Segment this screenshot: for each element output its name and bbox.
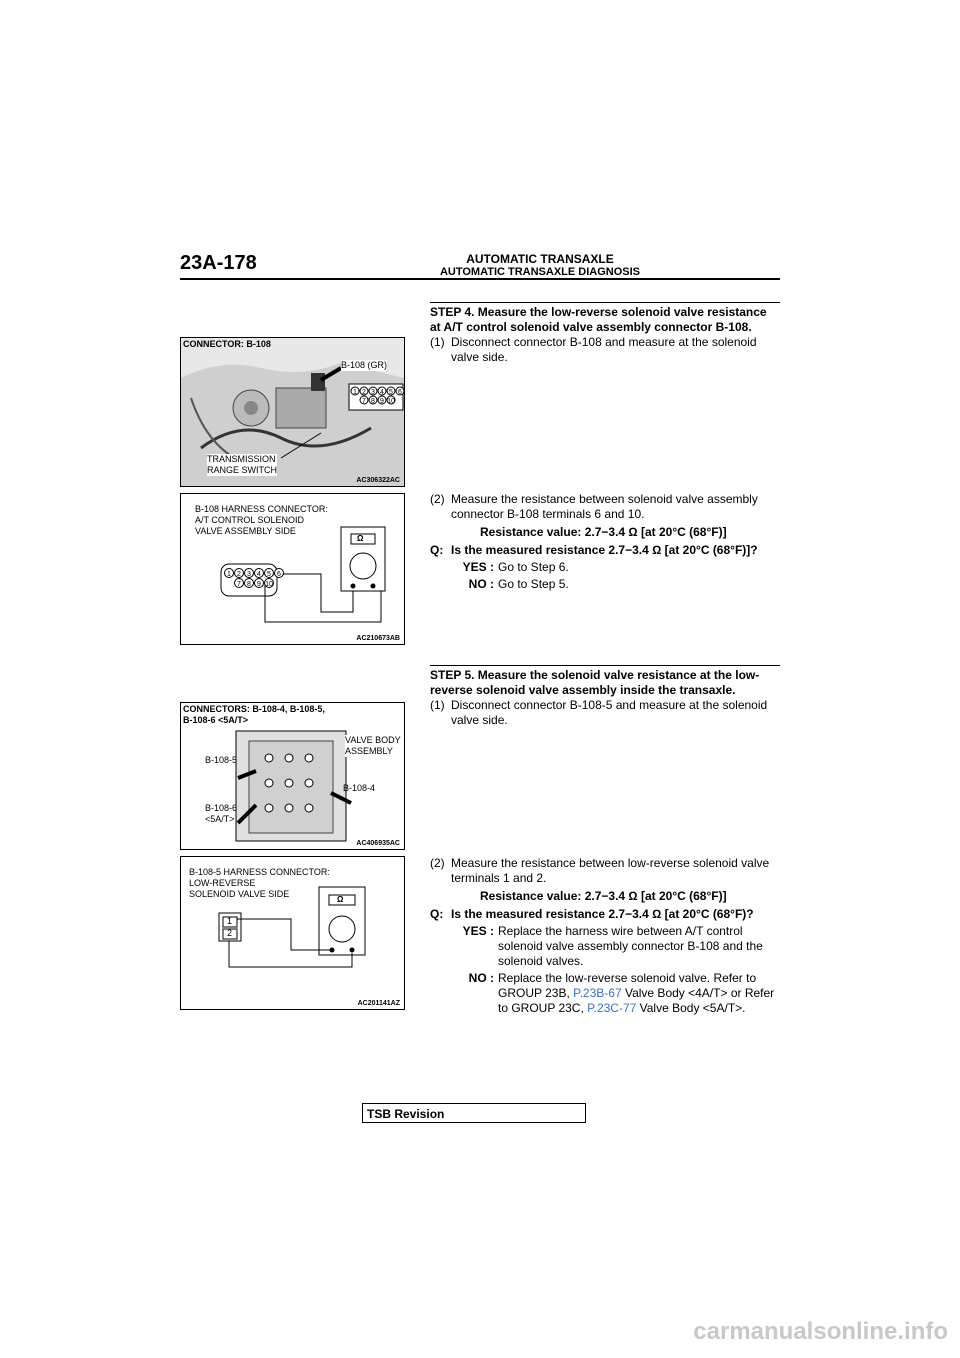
step4-item2 [430,492,780,522]
step5-q-label: Q: [430,907,444,921]
step4-block [430,305,780,365]
figure-connectors-label: CONNECTORS: B-108-4, B-108-5, B-108-6 <5A/T> [183,704,325,725]
step5-spec: Resistance value: 2.7−3.4 Ω [at 20°C (68°F)] [480,889,727,903]
link-p23b-67[interactable]: P.23B-67 [573,986,622,1000]
no-text-post: Valve Body <5A/T>. [636,1001,746,1015]
step5-block [430,668,780,728]
no-text-mid: Valve Body <4A/T> or Refer to GROUP 23C, [498,986,775,1015]
header-rule [180,278,780,280]
figure-b108-5-harness-measurement [180,856,405,1010]
step4-measure-block [430,492,780,592]
connector-pin-label: 8 [247,581,251,588]
figure-id: AC406935AC [356,840,400,847]
step4-item2-num: (2) [430,492,445,506]
pin-1-label: 1 [227,916,233,926]
yes-text: Go to Step 6. [498,560,569,574]
step5-item1-num: (1) [430,698,445,712]
step5-question [430,907,780,922]
step4-spec: Resistance value: 2.7−3.4 Ω [at 20°C (68°F)] [480,525,727,539]
connector-pin-label: 3 [371,389,375,396]
yes-key: YES : [462,924,494,938]
figure-id: AC210673AB [356,635,400,642]
connector-pin-label: 5 [389,389,393,396]
step5-item2 [430,856,780,886]
step5-rule [430,665,780,666]
step5-measure-block [430,856,780,1016]
connector-pin-label: 2 [237,571,241,578]
ohm-symbol: Ω [337,895,344,904]
step4-q-text: Is the measured resistance 2.7−3.4 Ω [at 20°C (68°F)]? [451,543,758,557]
yes-key: YES : [462,560,494,574]
label-b108-4: B-108-4 [343,783,376,793]
link-p23c-77[interactable]: P.23C-77 [587,1001,637,1015]
connector-pin-label: 5 [267,571,271,578]
watermark: carmanualsonline.info [693,1318,948,1345]
connector-pin-label: 1 [353,389,357,396]
figure-connector-label: CONNECTOR: B-108 [183,339,271,349]
step4-item2-text: Measure the resistance between solenoid valve assembly connector B-108 terminals 6 and 10. [451,492,758,521]
connector-pin-label: 10 [265,581,273,588]
connector-pin-label: 6 [277,571,281,578]
step5-yes [446,924,780,969]
figure-id: AC306322AC [356,477,400,484]
connector-pin-label: 6 [398,389,402,396]
connector-pin-label: 8 [371,398,375,405]
step5-item1-text: Disconnect connector B-108-5 and measure at the solenoid valve side. [451,698,768,727]
connector-pin-label: 7 [362,398,366,405]
pin-2-label: 2 [227,928,233,938]
connector-pin-label: 7 [237,581,241,588]
step5-title: STEP 5. Measure the solenoid valve resistance at the low-reverse solenoid valve assembly inside the transaxle. [430,668,760,697]
connector-pin-label: 2 [362,389,366,396]
connector-pin-label: 4 [380,389,384,396]
no-key: NO : [468,971,494,985]
figure-connector-b108-location [180,337,405,487]
valve-body-label: VALVE BODY ASSEMBLY [345,735,401,756]
step4-yes [446,560,780,575]
figure-b108-harness-measurement [180,493,405,645]
no-key: NO : [468,577,494,591]
figure-valve-body-connectors [180,702,405,850]
figure-id: AC201141AZ [357,1000,400,1007]
step5-item2-text: Measure the resistance between low-reverse solenoid valve terminals 1 and 2. [451,856,770,885]
ohm-symbol: Ω [357,534,364,543]
figure-harness-label: B-108 HARNESS CONNECTOR: A/T CONTROL SOLENOID VALVE ASSEMBLY SIDE [195,504,328,536]
step5-no [446,971,780,1016]
label-b108-6: B-108-6 <5A/T> [205,803,238,824]
step4-rule [430,302,780,303]
connector-pin-label: 1 [227,571,231,578]
connector-pin-label: 9 [380,398,384,405]
step4-title: STEP 4. Measure the low-reverse solenoid valve resistance at A/T control solenoid valve assembly connector B-108. [430,305,767,334]
step4-item1 [430,335,780,365]
no-text-pre: Replace the low-reverse solenoid valve. Refer to GROUP 23B, [498,971,757,1000]
section-subtitle: AUTOMATIC TRANSAXLE DIAGNOSIS [439,266,641,278]
page-number: 23A-178 [180,252,257,274]
step4-no [446,577,780,592]
step5-q-text: Is the measured resistance 2.7−3.4 Ω [at 20°C (68°F)? [451,907,754,921]
connector-pin-label: 9 [257,581,261,588]
connector-pin-label: 4 [257,571,261,578]
connector-pin-label: 10 [387,398,395,405]
yes-text: Replace the harness wire between A/T control solenoid valve assembly connector B-108 and the solenoid valves. [498,924,763,968]
label-b108-5: B-108-5 [205,755,238,765]
figure-harness-label: B-108-5 HARNESS CONNECTOR: LOW-REVERSE SOLENOID VALVE SIDE [189,867,330,899]
figure-range-switch-label: TRANSMISSION RANGE SWITCH [207,454,278,475]
figure-callout-b108: B-108 (GR) [341,360,388,370]
section-title: AUTOMATIC TRANSAXLE [466,252,614,266]
no-text: Go to Step 5. [498,577,569,591]
connector-pin-label: 3 [247,571,251,578]
step4-q-label: Q: [430,543,444,557]
step5-item1 [430,698,780,728]
step4-item1-text: Disconnect connector B-108 and measure at the solenoid valve side. [451,335,757,364]
step4-item1-num: (1) [430,335,445,349]
step4-question [430,543,780,558]
step5-item2-num: (2) [430,856,445,870]
tsb-revision-box: TSB Revision [362,1103,586,1123]
